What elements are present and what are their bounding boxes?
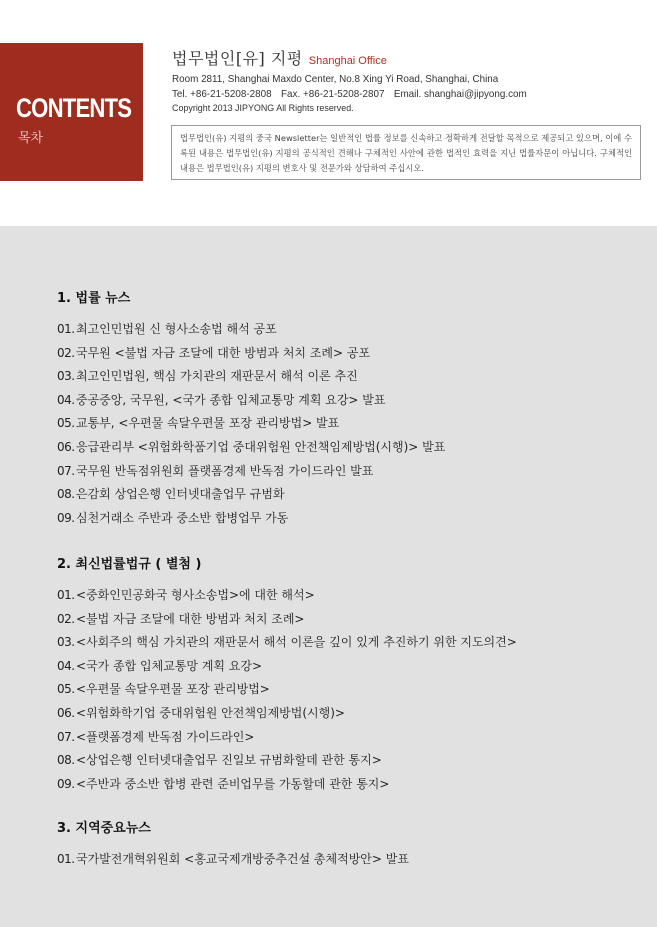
- item-text: <상업은행 인터넷대출업무 진일보 규범화할데 관한 통지>: [76, 753, 382, 768]
- item-number: 06.: [57, 705, 75, 720]
- section-items: [57, 318, 445, 530]
- contents-subtitle: 목차: [18, 131, 44, 146]
- item-number: 06.: [57, 439, 75, 454]
- list-item[interactable]: [57, 389, 445, 413]
- firm-fax: Fax. +86-21-5208-2807: [281, 88, 385, 100]
- list-item[interactable]: [57, 631, 517, 655]
- section-items: [57, 848, 409, 872]
- item-text: <우편물 속달우편물 포장 관리방법>: [76, 682, 270, 697]
- item-text: <사회주의 핵심 가치관의 재판문서 해석 이론을 깊이 있게 추진하기 위한 지도의견>: [76, 635, 517, 650]
- section-title: 2. 최신법률법규 ( 별첨 ): [57, 557, 202, 572]
- item-text: 국무원 반독점위원회 플랫폼경제 반독점 가이드라인 발표: [76, 463, 374, 478]
- list-item[interactable]: [57, 436, 445, 460]
- item-number: 01.: [57, 588, 75, 602]
- item-number: 07.: [57, 729, 75, 744]
- item-text: 최고인민법원, 핵심 가치관의 재판문서 해석 이론 추진: [76, 369, 358, 384]
- list-item[interactable]: [57, 655, 517, 679]
- firm-office: Shanghai Office: [308, 55, 387, 67]
- item-number: 01.: [57, 852, 75, 866]
- section-regional-news: [57, 817, 409, 872]
- item-number: 08.: [57, 753, 75, 768]
- firm-address: Room 2811, Shanghai Maxdo Center, No.8 Xing Yi Road, Shanghai, China: [172, 73, 499, 85]
- list-item[interactable]: [57, 726, 517, 750]
- section-items: [57, 584, 517, 796]
- firm-tel: Tel. +86-21-5208-2808: [172, 88, 272, 100]
- item-text: 은감회 상업은행 인터넷대출업무 규범화: [76, 487, 285, 502]
- item-text: 응급관리부 <위험화학품기업 중대위험원 안전책임제방법(시행)> 발표: [76, 439, 446, 454]
- list-item[interactable]: [57, 848, 409, 872]
- item-text: 국가발전개혁위원회 <홍교국제개방중추건설 총체적방안> 발표: [76, 852, 409, 866]
- item-text: 교통부, <우편물 속달우편물 포장 관리방법> 발표: [76, 416, 340, 431]
- firm-contact: [172, 88, 527, 100]
- list-item[interactable]: [57, 702, 517, 726]
- list-item[interactable]: [57, 678, 517, 702]
- contents-title: CONTENTS: [16, 93, 132, 123]
- item-number: 05.: [57, 416, 75, 431]
- item-text: 심천거래소 주반과 중소반 합병업무 가동: [76, 510, 289, 525]
- list-item[interactable]: [57, 749, 517, 773]
- item-number: 09.: [57, 776, 75, 791]
- section-title: 1. 법률 뉴스: [57, 291, 131, 306]
- item-text: <플랫폼경제 반독점 가이드라인>: [76, 729, 255, 744]
- item-text: <불법 자금 조달에 대한 방범과 처치 조례>: [76, 611, 305, 626]
- page-header: [0, 0, 657, 226]
- list-item[interactable]: [57, 365, 445, 389]
- list-item[interactable]: [57, 483, 445, 507]
- item-text: 국무원 <불법 자금 조달에 대한 방범과 처치 조례> 공포: [76, 345, 371, 360]
- firm-name: 법무법인[유] 지평: [172, 49, 303, 68]
- firm-email: Email. shanghai@jipyong.com: [393, 88, 527, 100]
- item-text: <중화인민공화국 형사소송법>에 대한 해석>: [76, 588, 315, 602]
- section-latest-laws: [57, 553, 517, 796]
- item-text: 중공중앙, 국무원, <국가 종합 입체교통망 계획 요강> 발표: [76, 392, 386, 407]
- item-number: 02.: [57, 345, 75, 360]
- item-number: 04.: [57, 658, 75, 673]
- item-number: 07.: [57, 463, 75, 478]
- item-text: <국가 종합 입체교통망 계획 요강>: [76, 658, 263, 673]
- list-item[interactable]: [57, 460, 445, 484]
- disclaimer-notice: 법무법인(유) 지평의 중국 Newsletter는 일반적인 법률 정보를 신속하고 정확하게 전달할 목적으로 제공되고 있으며, 이에 수록된 내용은 법무법인(유) 지평의 공식적인 견해나 구체적인 사안에 관한 법적인 효력을 지닌 법률자문이 아닙니다. 구체적인 내용은 법무법인(유) 지평의 변호사 및 전문가와 상담하여 주십시오.: [171, 125, 641, 180]
- list-item[interactable]: [57, 342, 445, 366]
- item-number: 01.: [57, 322, 75, 336]
- item-number: 04.: [57, 392, 75, 407]
- contents-list: [0, 226, 657, 927]
- item-text: <주반과 중소반 합병 관련 준비업무를 가동할데 관한 통지>: [76, 776, 390, 791]
- item-text: <위험화학기업 중대위험원 안전책임제방법(시행)>: [76, 705, 345, 720]
- item-text: 최고인민법원 신 형사소송법 해석 공포: [76, 322, 277, 336]
- item-number: 03.: [57, 369, 75, 384]
- list-item[interactable]: [57, 773, 517, 797]
- item-number: 05.: [57, 682, 75, 697]
- list-item[interactable]: [57, 412, 445, 436]
- item-number: 02.: [57, 611, 75, 626]
- list-item[interactable]: [57, 584, 517, 608]
- contents-banner: [0, 43, 143, 181]
- item-number: 03.: [57, 635, 75, 650]
- item-number: 09.: [57, 510, 75, 525]
- item-number: 08.: [57, 487, 75, 502]
- section-title: 3. 지역중요뉴스: [57, 821, 151, 836]
- list-item[interactable]: [57, 608, 517, 632]
- list-item[interactable]: [57, 507, 445, 531]
- copyright: Copyright 2013 JIPYONG All Rights reserved.: [172, 103, 354, 114]
- section-legal-news: [57, 287, 445, 530]
- list-item[interactable]: [57, 318, 445, 342]
- firm-heading: [172, 46, 387, 69]
